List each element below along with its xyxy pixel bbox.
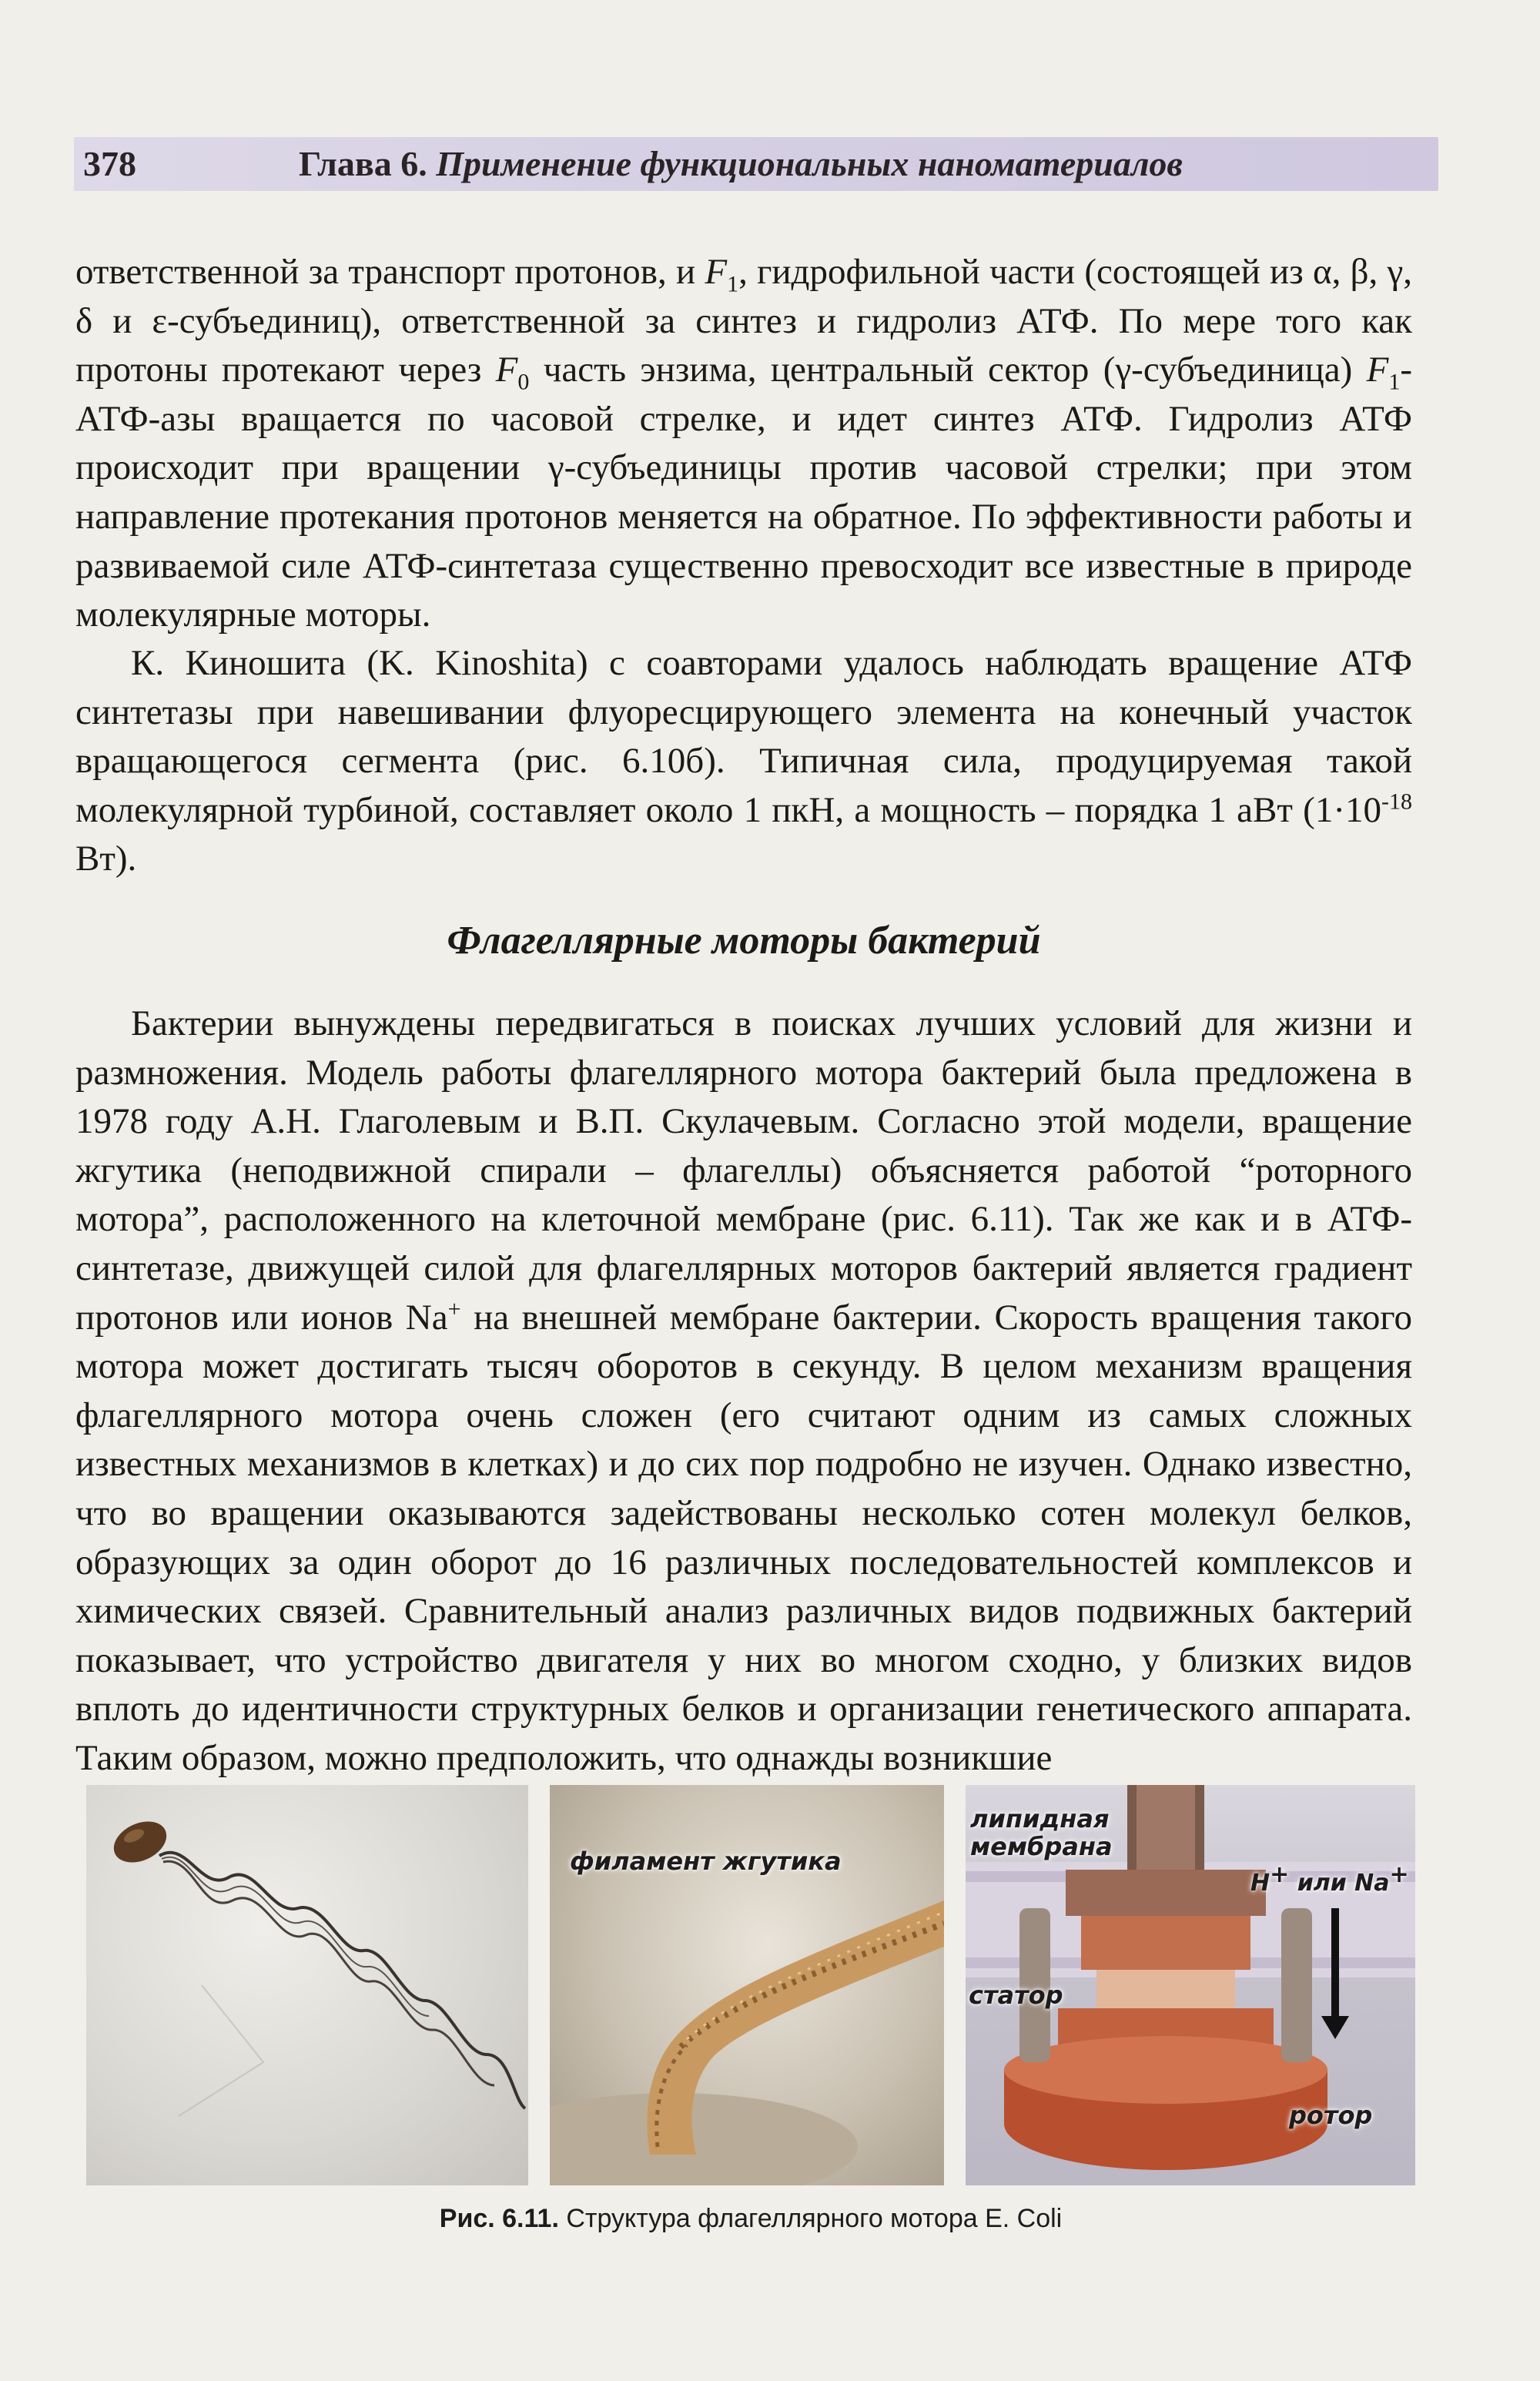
label-ion: [1250, 1861, 1409, 1897]
caption-text: Структура флагеллярного мотора E. Coli: [558, 2204, 1063, 2233]
paragraph-flagellar-motors: [75, 1000, 1412, 1783]
section-heading: Флагеллярные моторы бактерий: [447, 919, 1041, 963]
label-filament: филамент жгутика: [570, 1847, 842, 1876]
paragraph1-f1: F: [705, 252, 728, 292]
paragraph2-exponent: -18: [1381, 789, 1412, 815]
label-ion-sup2: +: [1389, 1861, 1409, 1888]
bacterium-photo: [86, 1785, 528, 2185]
paragraph-kinoshita: [75, 639, 1412, 884]
paragraph2-text-2: Вт).: [75, 839, 137, 879]
paragraph2-text-1: К. Киношита (K. Kinoshita) с соавторами удалось наблюдать вращение АТФ синтетазы при навешивании флуоресцирующего элемента на конечный участок вращающегося сегмента (рис. 6.10б). Типичная сила, продуцируемая такой молекулярной турбиной, составляет около 1 пкН, а мощность – порядка 1 аВт (1·10: [75, 643, 1412, 830]
label-ion-h: H: [1250, 1870, 1270, 1897]
paragraph1-f1b-sub: 1: [1388, 369, 1401, 395]
ring-middle: [1081, 1916, 1250, 1970]
paragraph3-text-1: Бактерии вынуждены передвигаться в поисках лучших условий для жизни и размножения. Модель работы флагеллярного мотора бактерий была предложена в 1978 году А.Н. Глаголевым и В.П. Скулачевым. Согласно этой модели, вращение жгутика (неподвижной спирали – флагеллы) объясняется работой “роторного мотора”, расположенного на клеточной мембране (рис. 6.11). Так же как и в АТФ-синтетазе, движущей силой для флагеллярных моторов бактерий является градиент протонов или ионов Na: [75, 1003, 1412, 1338]
figure-6-11: [86, 1785, 1415, 2185]
paragraph1-f0: F: [495, 350, 518, 390]
chapter-name: Применение функциональных наноматериалов: [436, 144, 1183, 183]
label-lipid-line2: мембрана: [970, 1832, 1113, 1861]
paragraph-atp-synthase: [75, 248, 1412, 640]
label-ion-sup: +: [1270, 1861, 1290, 1888]
label-rotor: ротор: [1289, 2101, 1373, 2130]
chapter-prefix: Глава 6.: [299, 144, 427, 183]
label-lipid-line1: липидная: [970, 1804, 1110, 1833]
paragraph1-f1b: F: [1366, 350, 1389, 390]
paragraph1-text-4: -АТФ-азы вращается по часовой стрелке, и идет синтез АТФ. Гидролиз АТФ происходит при вращении γ-субъединицы против часовой стрелки; при этом направление протекания протонов меняется на обратное. По эффективности работы и развиваемой силе АТФ-синтетаза существенно превосходит все известные в природе молекулярные моторы.: [75, 350, 1412, 635]
filament-illustration: [550, 1785, 944, 2185]
paragraph1-f0-sub: 0: [517, 369, 530, 395]
paragraph1-text-1: ответственной за транспорт протонов, и: [75, 252, 705, 292]
chapter-title: [299, 143, 1183, 184]
label-stator: статор: [969, 1981, 1063, 2010]
bacterium-cell-body: [107, 1813, 173, 1870]
page-number: 378: [83, 144, 136, 183]
ring-upper: [1066, 1870, 1266, 1916]
motor-structure-illustration: [966, 1785, 1415, 2185]
paragraph1-f1-sub: 1: [727, 271, 739, 297]
cell-surface: [550, 2093, 858, 2185]
paragraph3-text-2: на внешней мембране бактерии. Скорость вращения такого мотора может достигать тысяч оборотов в секунду. В целом механизм вращения флагеллярного мотора очень сложен (его считают одним из самых сложных известных механизмов в клетках) и до сих пор подробно не изучен. Однако известно, что во вращении оказываются задействованы несколько сотен молекул белков, образующих за один оборот до 16 различных последовательностей комплексов и химических связей. Сравнительный анализ различных видов подвижных бактерий показывает, что устройство двигателя у них во многом сходно, у близких видов вплоть до идентичности структурных белков и организации генетического аппарата. Таким образом, можно предположить, что однажды возникшие: [75, 1297, 1413, 1778]
label-ion-rest: или Na: [1289, 1870, 1390, 1897]
paragraph3-superscript: +: [447, 1295, 461, 1321]
paragraph1-text-3: часть энзима, центральный сектор (γ-субъединица): [529, 350, 1367, 390]
paragraph1-text-2: , гидрофильной части (состоящей из α, β, γ, δ и ε-субъединиц), ответственной за синтез и гидролиз АТФ. По мере того как протоны протекают через: [75, 252, 1413, 390]
stator-right: [1281, 1908, 1312, 2062]
ion-flow-arrow-head: [1321, 2016, 1349, 2039]
caption-number: Рис. 6.11.: [439, 2204, 559, 2233]
flagellum-2: [163, 1861, 494, 2085]
ring-band: [1096, 1970, 1235, 2008]
label-lipid-membrane: [970, 1805, 1113, 1860]
figure-caption: [86, 2204, 1415, 2234]
bacterium-illustration: [86, 1785, 528, 2185]
